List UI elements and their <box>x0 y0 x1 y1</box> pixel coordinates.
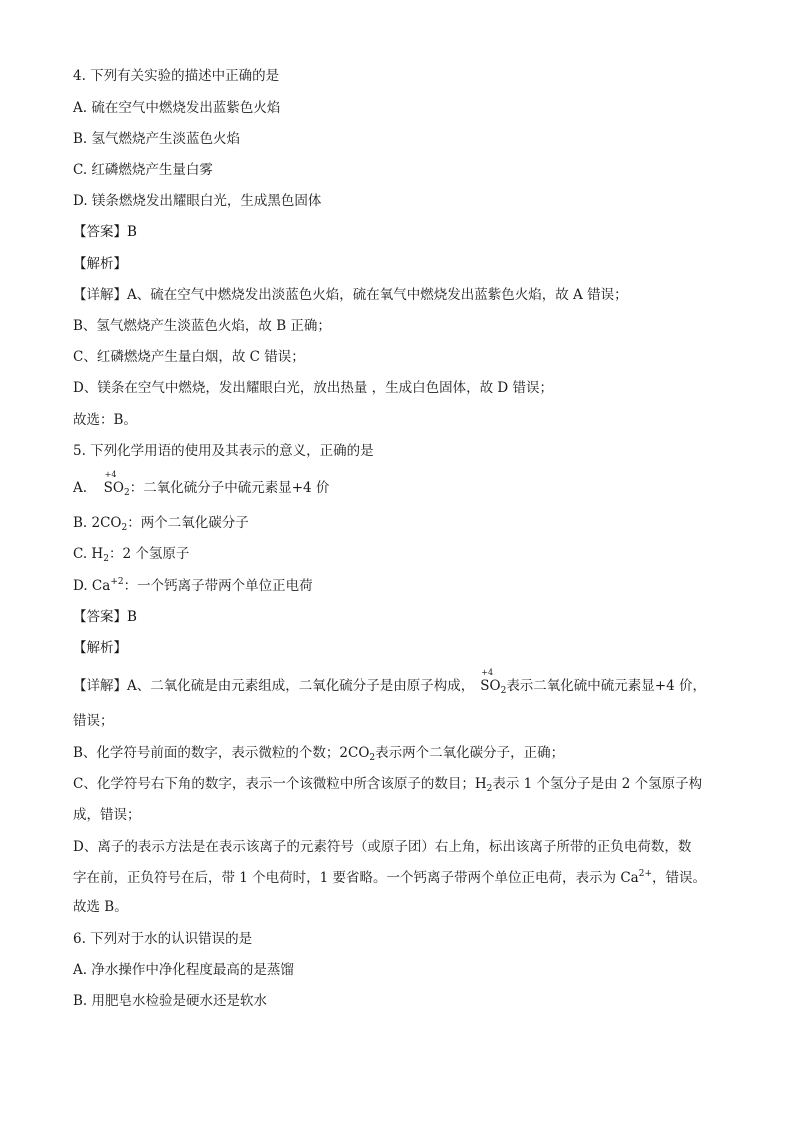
q5-detail-6: D、离子的表示方法是在表示该离子的元素符号（或原子团）右上角，标出该离子所带的正负电荷数，数 <box>73 839 692 855</box>
q6-option-b: B. 用肥皂水检验是硬水还是软水 <box>73 993 268 1009</box>
sulfur-symbol: S <box>480 678 490 694</box>
q4-detail-2: B、氢气燃烧产生淡蓝色火焰，故 B 正确； <box>73 318 331 334</box>
sulfur-symbol: S <box>103 480 113 496</box>
q5-detail-3-text-b: 表示两个二氧化碳分子，正确； <box>375 745 565 761</box>
q5-analysis-heading: 【解析】 <box>73 640 127 656</box>
q5-option-d-prefix: D. Ca <box>73 578 111 594</box>
q5-option-b-text: ：两个二氧化碳分子 <box>127 515 249 531</box>
q5-detail-1-text-b: 表示二氧化硫中硫元素显+4 价， <box>506 678 707 694</box>
oxygen-symbol: O <box>112 480 124 496</box>
q5-detail-4-text-a: C、化学符号右下角的数字，表示一个该微粒中所含该原子的数目；H <box>73 776 487 792</box>
q5-detail-8: 故选 B。 <box>73 899 128 915</box>
subscript: 2 <box>121 523 128 533</box>
subscript: 2 <box>369 753 376 763</box>
q5-detail-1-text-a: 【详解】A、二氧化硫是由元素组成，二氧化硫分子是由原子构成， <box>73 678 475 694</box>
valence-label: +4 <box>104 470 117 479</box>
q4-answer: 【答案】B <box>73 224 137 240</box>
valence-label: +4 <box>481 668 494 677</box>
q5-option-d-text: ：一个钙离子带两个单位正电荷 <box>123 578 313 594</box>
q5-detail-3 <box>73 744 564 762</box>
q4-option-a: A. 硫在空气中燃烧发出蓝紫色火焰 <box>73 100 281 116</box>
superscript: 2+ <box>638 869 653 879</box>
q5-detail-1-formula <box>480 668 507 697</box>
q4-stem: 4. 下列有关实验的描述中正确的是 <box>73 68 280 84</box>
q5-answer: 【答案】B <box>73 609 137 625</box>
subscript: 2 <box>486 784 493 794</box>
q5-detail-1 <box>73 668 707 697</box>
subscript: 2 <box>500 686 507 696</box>
q4-detail-5: 故选：B。 <box>73 412 137 428</box>
q5-option-c-prefix: C. H <box>73 546 104 562</box>
superscript: +2 <box>110 577 124 587</box>
q4-detail-3: C、红磷燃烧产生量白烟，故 C 错误； <box>73 349 305 365</box>
q5-option-a <box>73 470 330 499</box>
q6-stem: 6. 下列对于水的认识错误的是 <box>73 931 253 947</box>
q5-detail-4-text-b: 表示 1 个氢分子是由 2 个氢原子构 <box>492 776 703 792</box>
q5-option-b <box>73 514 249 532</box>
subscript: 2 <box>123 488 130 498</box>
q5-detail-7-text-b: ，错误。 <box>652 870 707 886</box>
q5-option-c <box>73 545 189 563</box>
q4-detail-1: 【详解】A、硫在空气中燃烧发出淡蓝色火焰，硫在氧气中燃烧发出蓝紫色火焰，故 A 错误； <box>73 287 628 303</box>
q5-detail-7-text-a: 字在前，正负符号在后，带 1 个电荷时，1 要省略。一个钙离子带两个单位正电荷，表示为 Ca <box>73 870 639 886</box>
q5-detail-7 <box>73 869 706 887</box>
q5-detail-2: 错误； <box>73 713 114 729</box>
q6-option-a: A. 净水操作中净化程度最高的是蒸馏 <box>73 962 294 978</box>
q4-analysis-heading: 【解析】 <box>73 256 127 272</box>
q4-detail-4: D、镁条在空气中燃烧，发出耀眼白光，放出热量 ，生成白色固体，故 D 错误； <box>73 380 554 396</box>
q5-detail-3-text-a: B、化学符号前面的数字，表示微粒的个数；2CO <box>73 745 370 761</box>
oxygen-symbol: O <box>489 678 501 694</box>
q5-option-a-text: ：二氧化硫分子中硫元素显+4 价 <box>129 480 330 496</box>
q5-detail-4 <box>73 775 702 793</box>
q5-detail-5: 成，错误； <box>73 807 141 823</box>
q5-option-d <box>73 577 313 595</box>
q5-option-b-prefix: B. 2CO <box>73 515 122 531</box>
q5-option-a-formula <box>103 470 130 499</box>
q5-option-c-text: ：2 个氢原子 <box>108 546 190 562</box>
q4-option-b: B. 氢气燃烧产生淡蓝色火焰 <box>73 131 241 147</box>
subscript: 2 <box>103 554 109 564</box>
q4-option-d: D. 镁条燃烧发出耀眼白光，生成黑色固体 <box>73 193 322 209</box>
q5-option-a-prefix: A. <box>73 480 88 496</box>
q4-option-c: C. 红磷燃烧产生量白雾 <box>73 162 213 178</box>
q5-stem: 5. 下列化学用语的使用及其表示的意义，正确的是 <box>73 443 374 459</box>
